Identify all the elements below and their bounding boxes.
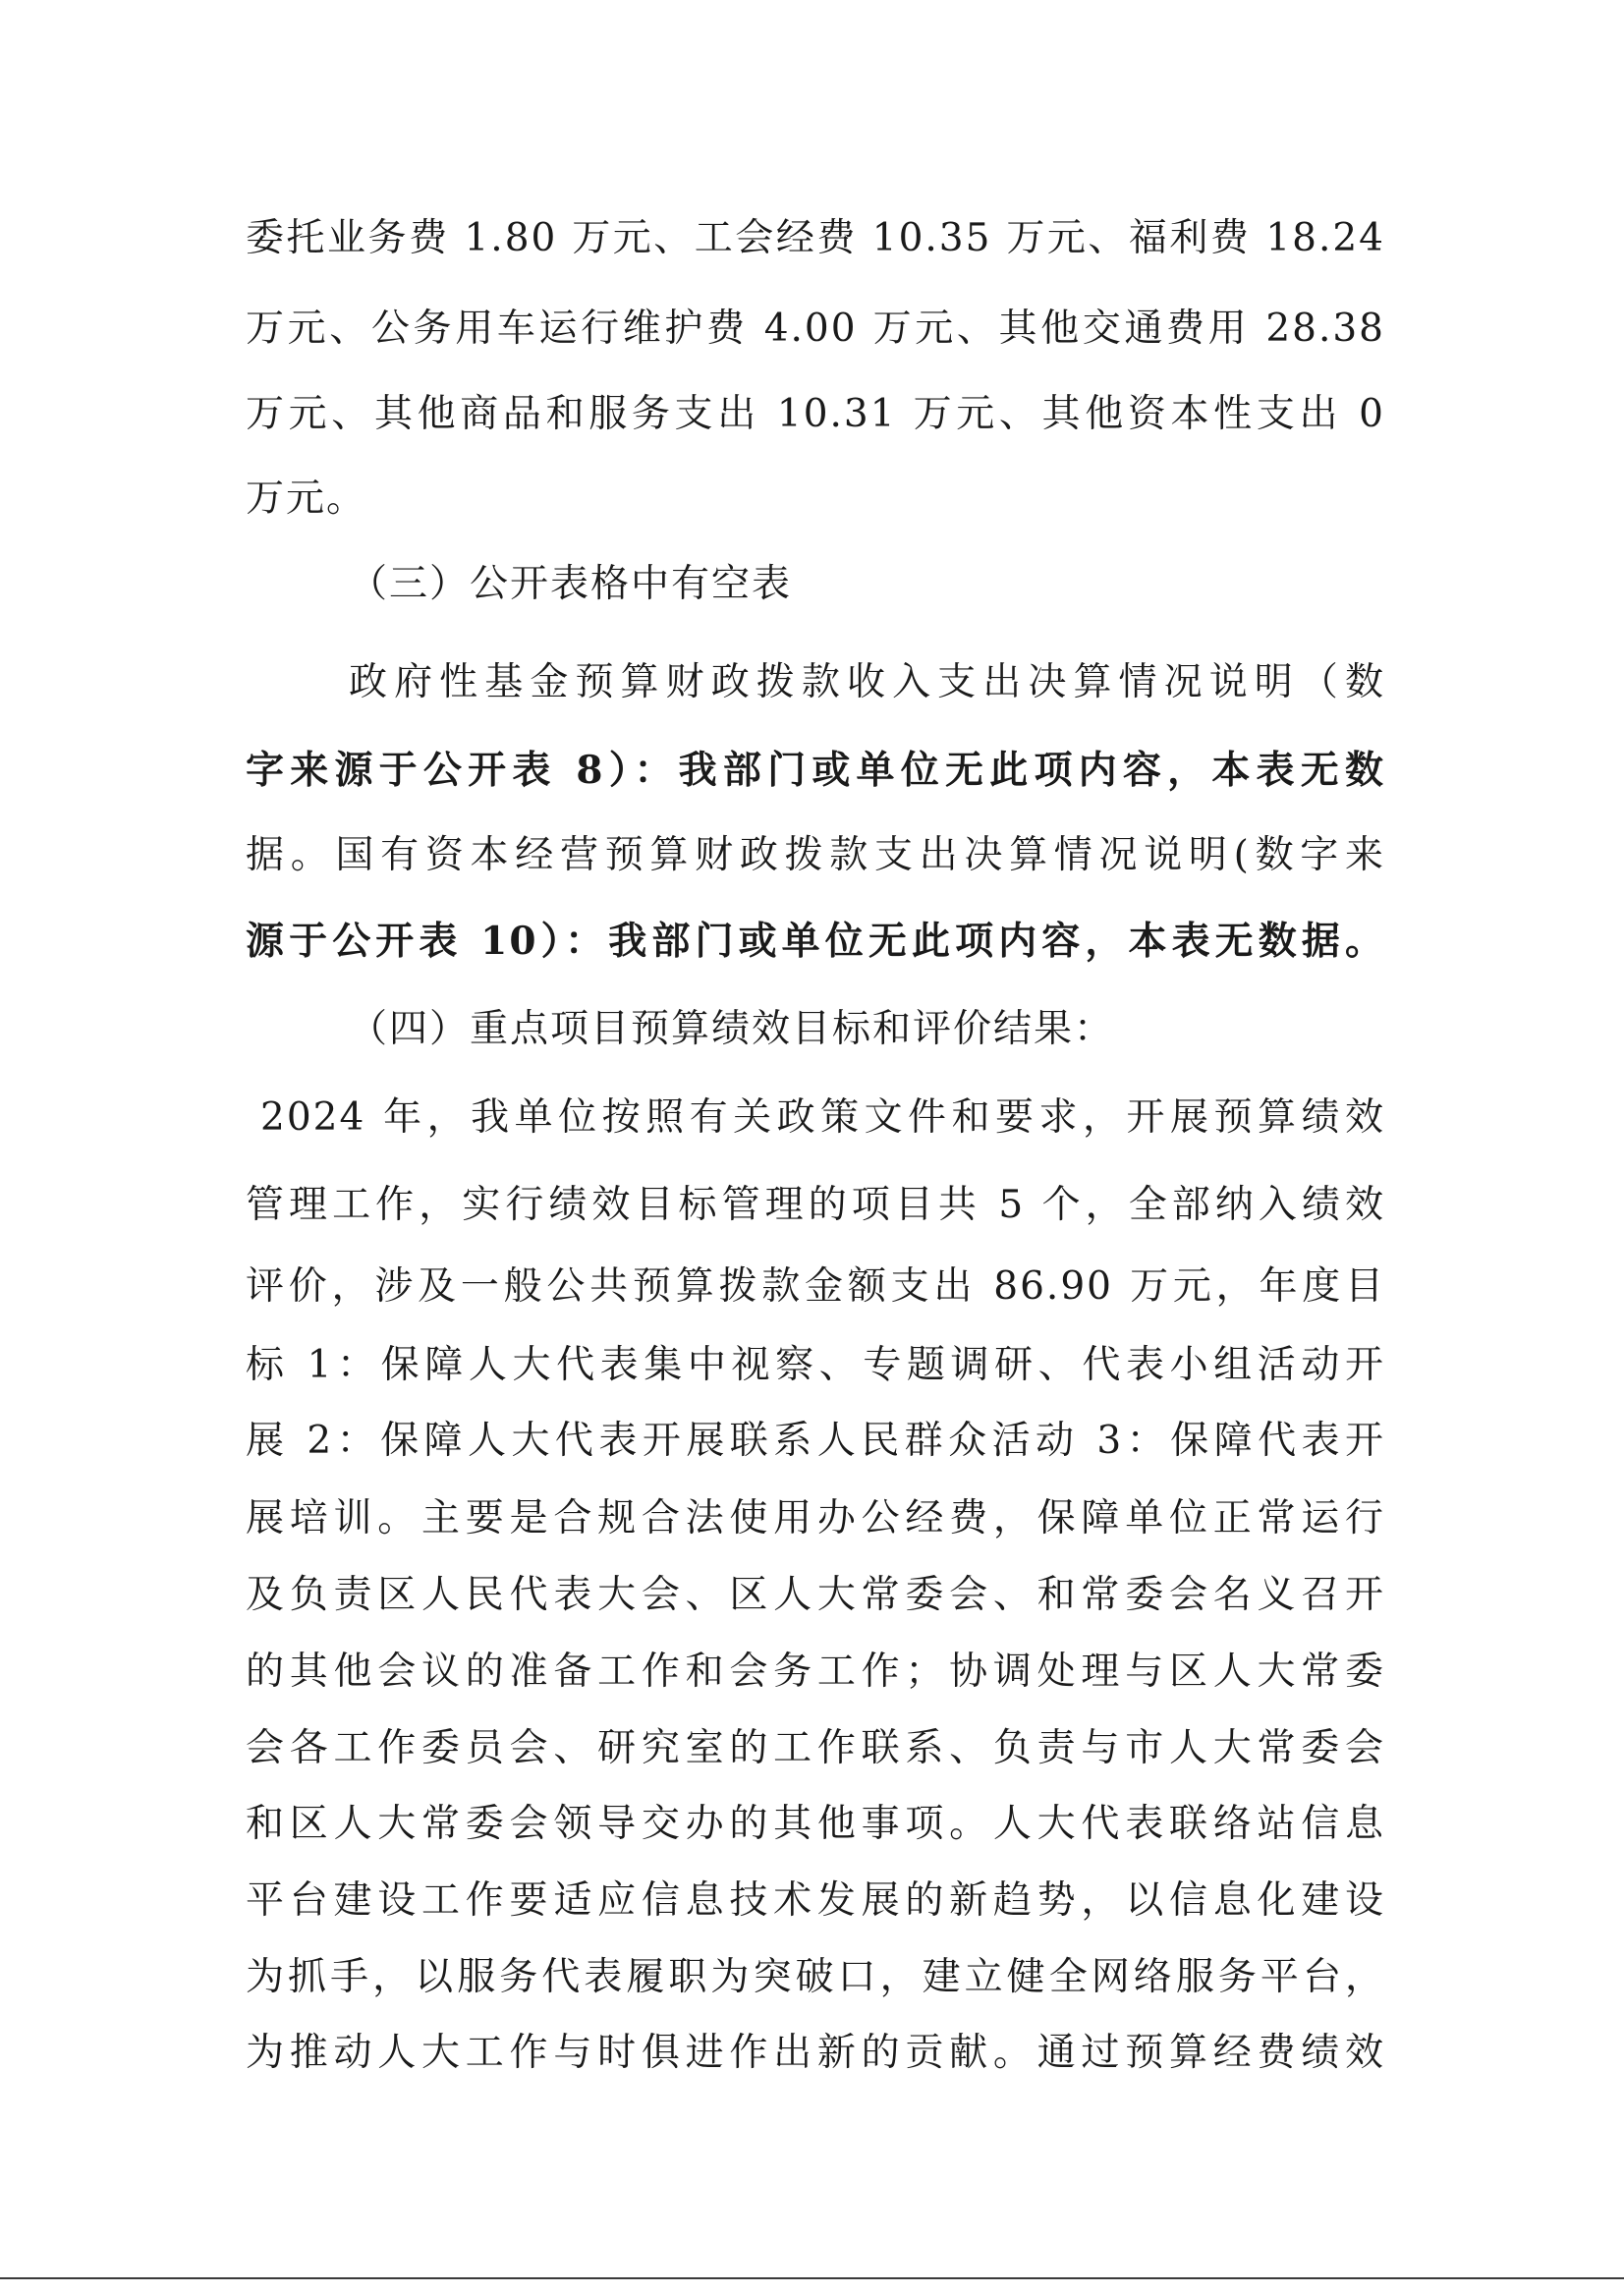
- paragraph-1-line-3: 万元、其他商品和服务支出 10.31 万元、其他资本性支出 0: [246, 392, 1385, 436]
- paragraph-1-line-2: 万元、公务用车运行维护费 4.00 万元、其他交通费用 28.38: [246, 307, 1385, 351]
- paragraph-3-line-9: 会各工作委员会、研究室的工作联系、负责与市人大常委会: [246, 1726, 1385, 1770]
- paragraph-3-line-2: 管理工作，实行绩效目标管理的项目共 5 个，全部纳入绩效: [246, 1183, 1385, 1227]
- paragraph-1-line-1: 委托业务费 1.80 万元、工会经费 10.35 万元、福利费 18.24: [246, 216, 1385, 260]
- paragraph-2-line-2: 字来源于公开表 8）：我部门或单位无此项内容，本表无数: [246, 748, 1385, 793]
- section-heading-3: （三）公开表格中有空表: [349, 562, 793, 606]
- paragraph-2-line-3: 据。国有资本经营预算财政拨款支出决算情况说明(数字来: [246, 833, 1385, 877]
- paragraph-3-line-8: 的其他会议的准备工作和会务工作；协调处理与区人大常委: [246, 1650, 1385, 1694]
- paragraph-2-line-4: 源于公开表 10）：我部门或单位无此项内容，本表无数据。: [246, 919, 1385, 964]
- paragraph-3-line-7: 及负责区人民代表大会、区人大常委会、和常委会名义召开: [246, 1573, 1385, 1617]
- paragraph-3-line-3: 评价，涉及一般公共预算拨款金额支出 86.90 万元，年度目: [246, 1264, 1385, 1309]
- paragraph-3-line-4: 标 1：保障人大代表集中视察、专题调研、代表小组活动开: [246, 1343, 1385, 1387]
- section-heading-4: （四）重点项目预算绩效目标和评价结果：: [349, 1007, 1115, 1051]
- paragraph-1-line-4: 万元。: [246, 476, 367, 521]
- paragraph-3-line-11: 平台建设工作要适应信息技术发展的新趋势，以信息化建设: [246, 1878, 1385, 1923]
- paragraph-3-line-10: 和区人大常委会领导交办的其他事项。人大代表联络站信息: [246, 1802, 1385, 1846]
- paragraph-3-line-12: 为抓手，以服务代表履职为突破口，建立健全网络服务平台，: [246, 1955, 1385, 1999]
- paragraph-2-line-1: 政府性基金预算财政拨款收入支出决算情况说明（数: [349, 660, 1385, 704]
- paragraph-3-line-1: 2024 年，我单位按照有关政策文件和要求，开展预算绩效: [260, 1095, 1385, 1140]
- paragraph-3-line-6: 展培训。主要是合规合法使用办公经费，保障单位正常运行: [246, 1496, 1385, 1540]
- paragraph-3-line-5: 展 2：保障人大代表开展联系人民群众活动 3：保障代表开: [246, 1419, 1385, 1463]
- page-bottom-edge: [0, 2277, 1624, 2279]
- paragraph-3-line-13: 为推动人大工作与时俱进作出新的贡献。通过预算经费绩效: [246, 2031, 1385, 2075]
